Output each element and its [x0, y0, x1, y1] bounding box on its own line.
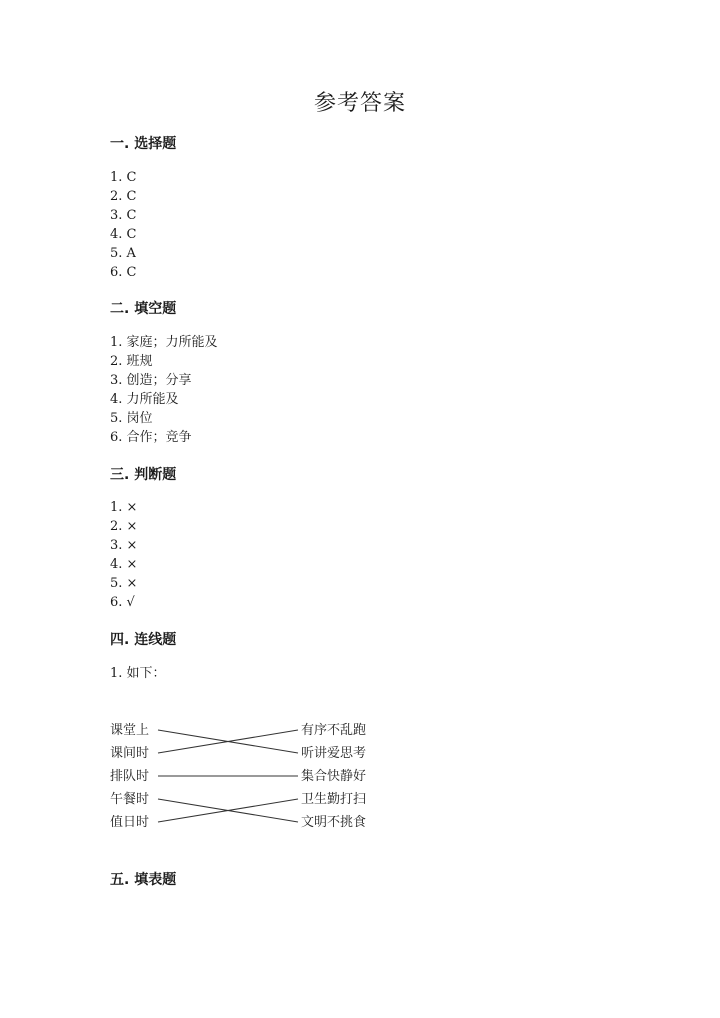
section-heading-table: 五. 填表题: [110, 872, 177, 888]
list-item: 6. 合作；竞争: [110, 430, 192, 445]
list-item: 3. 创造；分享: [110, 373, 192, 388]
section-heading-choice: 一. 选择题: [110, 136, 177, 152]
list-item: 5. 岗位: [110, 411, 153, 426]
match-right-label: 集合快静好: [301, 769, 367, 784]
match-left-label: 午餐时: [110, 792, 150, 807]
match-left-label: 课堂上: [110, 723, 150, 738]
list-item: 5. A: [110, 246, 136, 261]
page-title: 参考答案: [313, 91, 406, 116]
answer-list-choice: [110, 168, 136, 282]
match-right-label: 有序不乱跑: [301, 723, 367, 738]
match-left-label: 课间时: [110, 746, 150, 761]
list-item: 2. C: [110, 189, 137, 204]
list-item: 5. ×: [110, 576, 138, 591]
list-item: 4. 力所能及: [110, 392, 179, 407]
matching-lines: [158, 730, 298, 822]
matching-diagram: [100, 710, 390, 840]
list-item: 1. 家庭；力所能及: [110, 335, 218, 350]
list-item: 1. C: [110, 170, 137, 185]
list-item: 4. C: [110, 227, 137, 242]
match-left-label: 值日时: [110, 815, 150, 830]
list-item: 3. ×: [110, 538, 138, 553]
list-item: 2. 班规: [110, 354, 153, 369]
list-item: 1. ×: [110, 500, 138, 515]
list-item: 4. ×: [110, 557, 138, 572]
list-item: 1. 如下：: [110, 666, 166, 681]
list-item: 6. √: [110, 595, 135, 610]
answer-list-fill: [110, 333, 218, 447]
answer-list-matching: [110, 664, 166, 683]
match-left-label: 排队时: [110, 769, 150, 784]
list-item: 3. C: [110, 208, 137, 223]
section-heading-fill: 二. 填空题: [110, 301, 177, 317]
section-heading-matching: 四. 连线题: [110, 632, 177, 648]
section-heading-judge: 三. 判断题: [110, 467, 177, 483]
list-item: 2. ×: [110, 519, 138, 534]
match-right-label: 听讲爱思考: [301, 746, 367, 761]
match-right-label: 文明不挑食: [301, 815, 367, 830]
match-right-label: 卫生勤打扫: [301, 792, 367, 807]
list-item: 6. C: [110, 265, 137, 280]
answer-list-judge: [110, 498, 137, 612]
